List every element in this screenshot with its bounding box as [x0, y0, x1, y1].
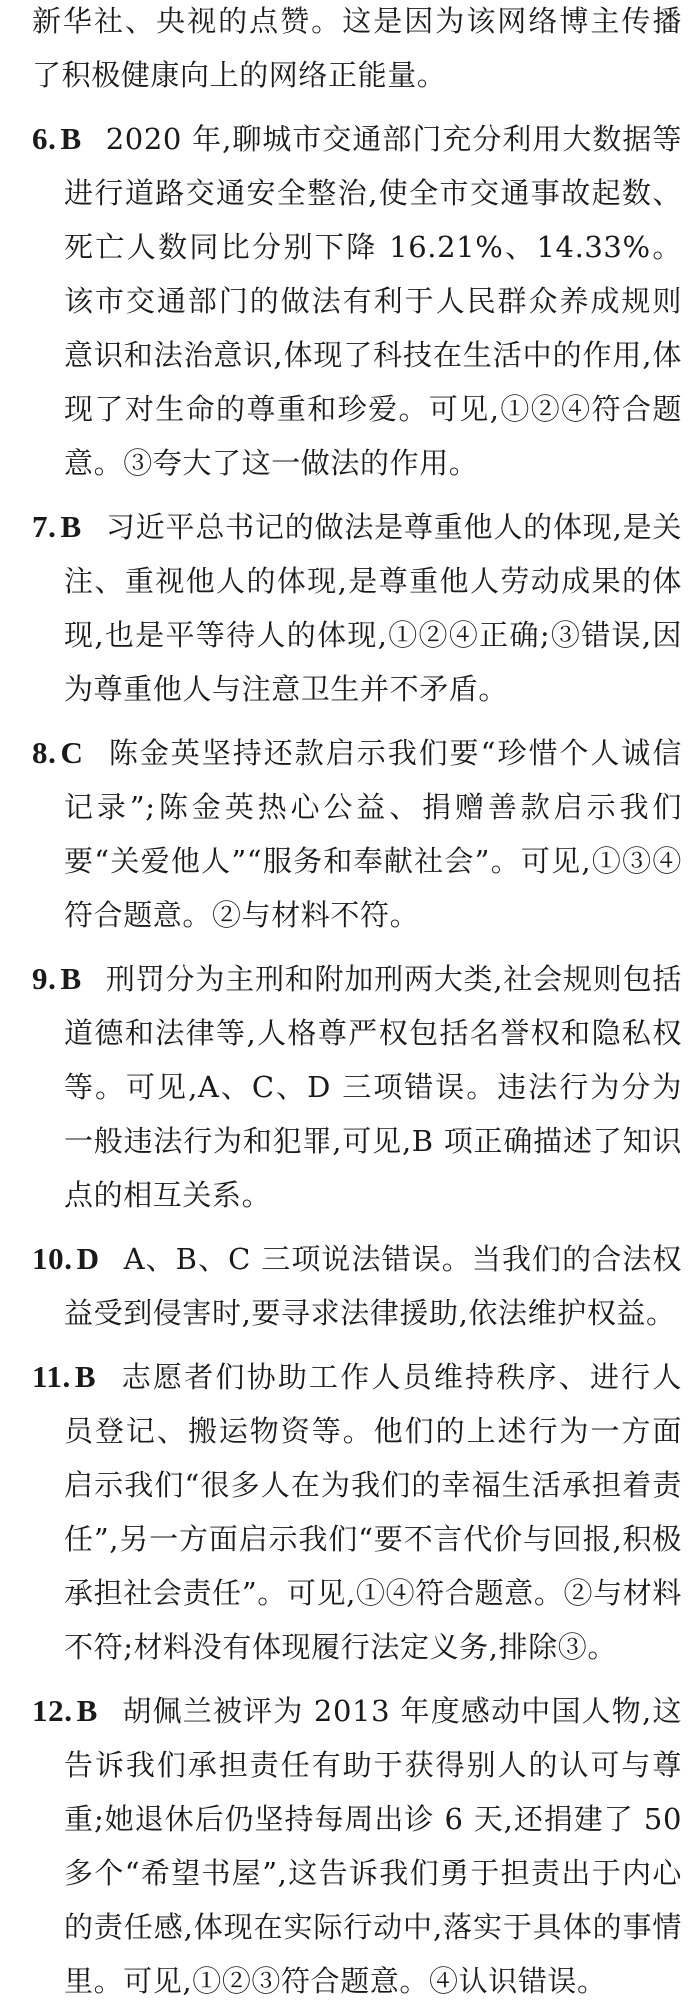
explanation-text: A、B、C 三项说法错误。当我们的合法权益受到侵害时,要寻求法律援助,依法维护权益。 [64, 1242, 682, 1330]
answer-item-8 [32, 726, 682, 942]
answer-letter: B [60, 961, 82, 996]
question-number: 7. [32, 509, 57, 544]
answer-letter: B [76, 1693, 98, 1728]
answer-letter: B [74, 1359, 97, 1394]
answer-item-7 [32, 500, 682, 716]
answer-item-body [32, 1232, 682, 1340]
question-number: 10. [32, 1241, 73, 1276]
explanation-text: 陈金英坚持还款启示我们要“珍惜个人诚信记录”;陈金英热心公益、捐赠善款启示我们要“关爱他人”“服务和奉献社会”。可见,①③④符合题意。②与材料不符。 [64, 736, 682, 932]
question-number: 11. [32, 1359, 71, 1394]
answer-item-body [32, 1684, 692, 2008]
answer-item-6 [32, 112, 682, 490]
question-number: 6. [32, 121, 57, 156]
answer-item-body [32, 500, 682, 716]
answer-letter: C [60, 735, 84, 770]
explanation-text: 2020 年,聊城市交通部门充分利用大数据等进行道路交通安全整治,使全市交通事故起数、死亡人数同比分别下降 16.21%、14.33%。该市交通部门的做法有利于人民群众养成规则意识和法治意识,体现了科技在生活中的作用,体现了对生命的尊重和珍爱。可见,①②④符合题意。③夸大了这一做法的作用。 [64, 122, 682, 480]
answer-item-10 [32, 1232, 682, 1340]
answer-item-body [32, 112, 682, 490]
answer-letter: B [60, 121, 82, 156]
answer-letter: B [60, 509, 82, 544]
explanation-text: 志愿者们协助工作人员维持秩序、进行人员登记、搬运物资等。他们的上述行为一方面启示我们“很多人在为我们的幸福生活承担着责任”,另一方面启示我们“要不言代价与回报,积极承担社会责任”。可见,①④符合题意。②与材料不符;材料没有体现履行法定义务,排除③。 [64, 1360, 682, 1664]
answer-letter: D [76, 1241, 100, 1276]
explanation-text: 习近平总书记的做法是尊重他人的体现,是关注、重视他人的体现,是尊重他人劳动成果的体现,也是平等待人的体现,①②④正确;③错误,因为尊重他人与注意卫生并不矛盾。 [64, 510, 682, 706]
answer-item-11 [32, 1350, 682, 1674]
answer-item-body [32, 1350, 682, 1674]
answer-item-12 [32, 1684, 692, 2008]
question-number: 9. [32, 961, 57, 996]
question-number: 12. [32, 1693, 73, 1728]
answer-item-body [32, 952, 682, 1222]
explanation-text: 胡佩兰被评为 2013 年度感动中国人物,这告诉我们承担责任有助于获得别人的认可与尊重;她退休后仍坚持每周出诊 6 天,还捐建了 50 多个“希望书屋”,这告诉我们勇于担责出于内心的责任感,体现在实际行动中,落实于具体的事情里。可见,①②③符合题意。④认识错误。 [64, 1694, 692, 1998]
explanation-text: 刑罚分为主刑和附加刑两大类,社会规则包括道德和法律等,人格尊严权包括名誉权和隐私权等。可见,A、C、D 三项错误。违法行为分为一般违法行为和犯罪,可见,B 项正确描述了知识点的相互关系。 [64, 962, 682, 1212]
intro-paragraph: 新华社、央视的点赞。这是因为该网络博主传播了积极健康向上的网络正能量。 [32, 4, 682, 92]
question-number: 8. [32, 735, 57, 770]
answer-item-body [32, 726, 682, 942]
answer-item-9 [32, 952, 682, 1222]
